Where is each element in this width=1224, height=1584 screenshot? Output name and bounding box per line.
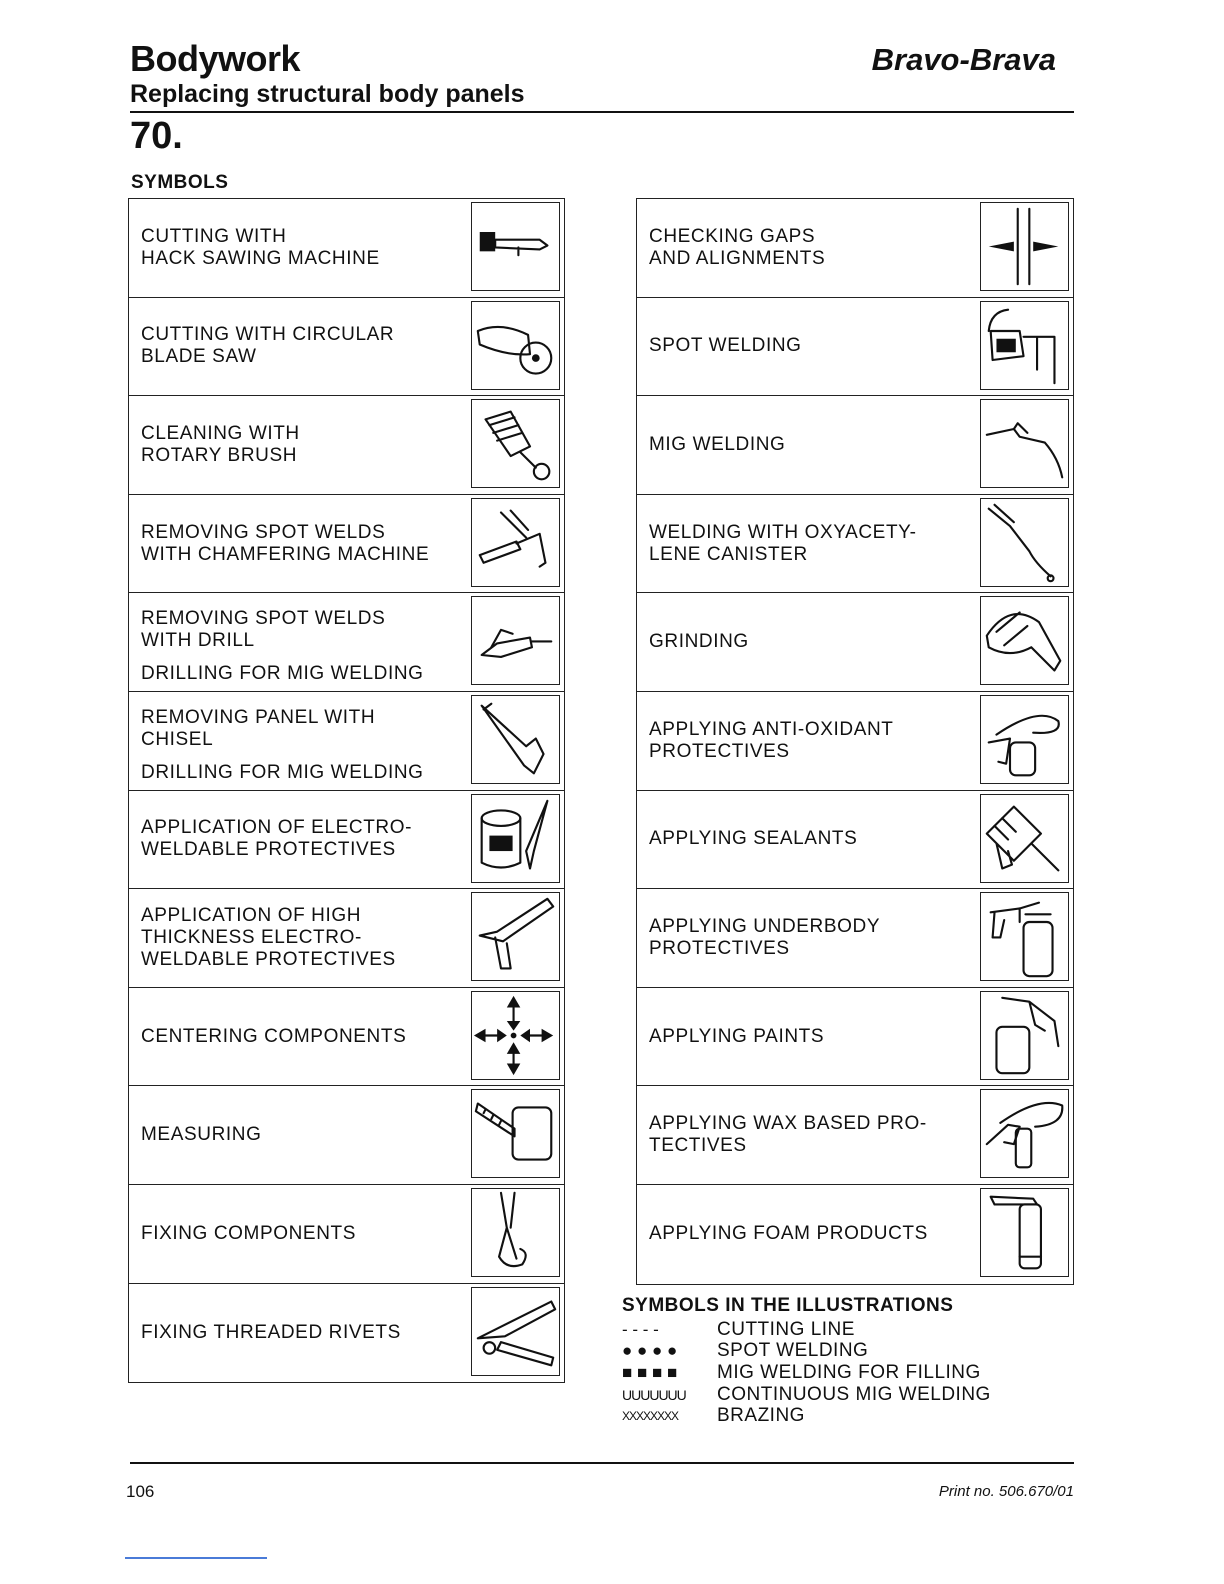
legend-label: CUTTING LINE — [717, 1318, 855, 1340]
symbol-label: APPLYING UNDERBODY PROTECTIVES — [649, 915, 881, 959]
legend-mark: ■ ■ ■ ■ — [622, 1362, 678, 1382]
symbol-label: CHECKING GAPS AND ALIGNMENTS — [649, 225, 826, 269]
model-name: Bravo-Brava — [871, 42, 1056, 77]
symbol-row — [129, 791, 564, 890]
symbol-row — [637, 889, 1073, 988]
symbol-label: FIXING THREADED RIVETS — [141, 1321, 401, 1343]
symbol-row — [637, 396, 1073, 495]
symbol-note: DRILLING FOR MIG WELDING — [141, 761, 424, 783]
symbol-row — [129, 1284, 564, 1383]
symbol-label: REMOVING PANEL WITH CHISEL — [141, 707, 376, 751]
symbol-label: CENTERING COMPONENTS — [141, 1025, 407, 1047]
symbol-row — [129, 298, 564, 397]
symbol-row — [129, 1086, 564, 1185]
right-symbols-table — [636, 198, 1074, 1285]
symbol-row — [637, 791, 1073, 890]
mig-torch-icon — [980, 399, 1069, 488]
footer-rule — [130, 1462, 1074, 1464]
drill-icon — [471, 596, 560, 685]
legend-label: BRAZING — [717, 1405, 805, 1427]
legend-label: MIG WELDING FOR FILLING — [717, 1361, 981, 1383]
print-number: Print no. 506.670/01 — [938, 1483, 1074, 1500]
symbol-label: REMOVING SPOT WELDS WITH DRILL — [141, 608, 386, 652]
symbol-label: APPLYING ANTI-OXIDANT PROTECTIVES — [649, 718, 894, 762]
symbol-row — [129, 889, 564, 988]
legend-mark: - - - - — [622, 1319, 659, 1339]
tape-measure-icon — [471, 1089, 560, 1178]
underbody-spray-icon — [980, 892, 1069, 981]
symbol-row — [637, 988, 1073, 1087]
legend-label: CONTINUOUS MIG WELDING — [717, 1383, 991, 1405]
page-title: Bodywork — [130, 38, 301, 79]
rotary-brush-icon — [471, 399, 560, 488]
legend-row — [622, 1362, 1042, 1384]
grinder-icon — [980, 596, 1069, 685]
symbol-label: APPLYING FOAM PRODUCTS — [649, 1223, 928, 1245]
paint-can-brush-icon — [471, 794, 560, 883]
symbol-row — [637, 199, 1073, 298]
symbol-label: CUTTING WITH CIRCULAR BLADE SAW — [141, 324, 395, 368]
legend-row — [622, 1405, 1042, 1427]
legend-row — [622, 1384, 1042, 1406]
symbol-row — [129, 495, 564, 594]
centering-arrows-icon — [471, 991, 560, 1080]
symbol-row — [637, 692, 1073, 791]
symbol-note: DRILLING FOR MIG WELDING — [141, 662, 424, 684]
symbol-label: REMOVING SPOT WELDS WITH CHAMFERING MACHINE — [141, 521, 430, 565]
link-underline — [125, 1557, 267, 1559]
symbol-label: WELDING WITH OXYACETY- LENE CANISTER — [649, 521, 917, 565]
symbol-label: GRINDING — [649, 631, 749, 653]
symbol-row — [637, 593, 1073, 692]
page-number: 106 — [126, 1482, 155, 1501]
legend-label: SPOT WELDING — [717, 1340, 869, 1362]
rivet-tool-icon — [471, 1287, 560, 1376]
symbol-label: CLEANING WITH ROTARY BRUSH — [141, 422, 300, 466]
symbol-row — [637, 1185, 1073, 1284]
page-subtitle: Replacing structural body panels — [130, 80, 525, 108]
illustrations-heading: SYMBOLS IN THE ILLUSTRATIONS — [622, 1295, 954, 1316]
symbols-heading: SYMBOLS — [131, 172, 229, 193]
symbol-row — [637, 298, 1073, 397]
legend-row — [622, 1319, 1042, 1341]
symbol-row — [129, 199, 564, 298]
symbol-label: FIXING COMPONENTS — [141, 1222, 356, 1244]
foam-canister-icon — [980, 1188, 1069, 1277]
symbol-row — [129, 1185, 564, 1284]
spray-gun-hose-icon — [980, 695, 1069, 784]
spot-welder-icon — [980, 301, 1069, 390]
symbol-label: CUTTING WITH HACK SAWING MACHINE — [141, 225, 380, 269]
wax-spray-icon — [980, 1089, 1069, 1178]
symbol-row — [129, 593, 564, 692]
gap-check-icon — [980, 202, 1069, 291]
left-symbols-table — [128, 198, 565, 1383]
symbol-row — [129, 396, 564, 495]
chamfering-machine-icon — [471, 498, 560, 587]
locking-pliers-icon — [471, 1188, 560, 1277]
paint-spray-gun-icon — [980, 991, 1069, 1080]
symbol-label: APPLICATION OF HIGH THICKNESS ELECTRO- WELDABLE PROTECTIVES — [141, 904, 396, 970]
symbol-label: APPLYING PAINTS — [649, 1025, 825, 1047]
symbol-label: MEASURING — [141, 1124, 262, 1146]
sealant-gun-icon — [980, 794, 1069, 883]
chisel-icon — [471, 695, 560, 784]
legend-row — [622, 1341, 1042, 1363]
oxyacetylene-torch-icon — [980, 498, 1069, 587]
legend-mark: XXXXXXXX — [622, 1409, 679, 1424]
section-number: 70. — [130, 115, 183, 157]
illustrations-legend — [622, 1319, 1042, 1427]
symbol-label: SPOT WELDING — [649, 335, 802, 357]
symbol-label: APPLYING WAX BASED PRO- TECTIVES — [649, 1113, 927, 1157]
symbol-row — [637, 1086, 1073, 1185]
legend-mark: UUUUUUU — [622, 1386, 686, 1403]
hacksaw-icon — [471, 202, 560, 291]
legend-mark: ● ● ● ● — [622, 1341, 678, 1361]
symbol-label: APPLICATION OF ELECTRO- WELDABLE PROTECTIVES — [141, 817, 413, 861]
circular-saw-icon — [471, 301, 560, 390]
symbol-label: APPLYING SEALANTS — [649, 828, 858, 850]
header-rule — [130, 111, 1074, 113]
symbol-row — [129, 988, 564, 1087]
caulk-gun-icon — [471, 892, 560, 981]
symbol-row — [637, 495, 1073, 594]
symbol-label: MIG WELDING — [649, 433, 786, 455]
symbol-row — [129, 692, 564, 791]
